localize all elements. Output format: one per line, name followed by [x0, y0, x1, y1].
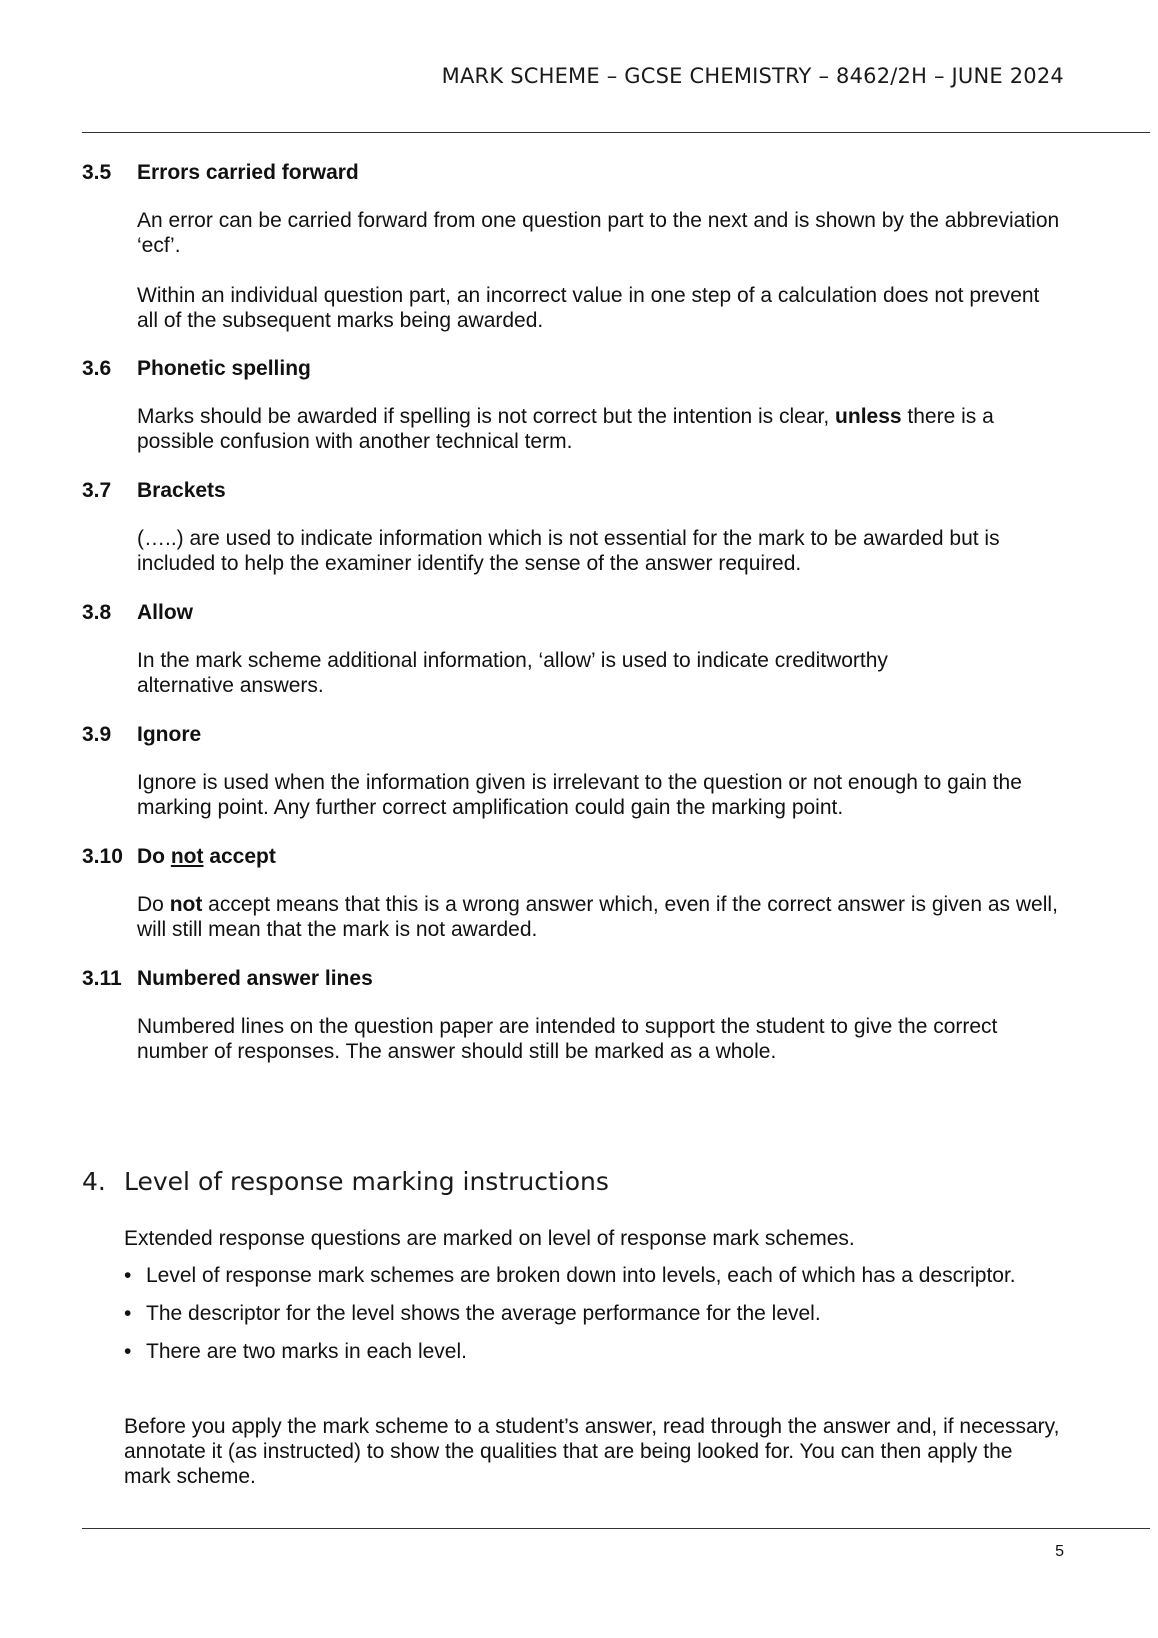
- section-body: [137, 892, 1062, 942]
- section-body: [137, 648, 1062, 698]
- text-run: Marks should be awarded if spelling is not correct but the intention is clear,: [137, 405, 836, 428]
- list-item: • Level of response mark schemes are broken down into levels, each of which has a descriptor.: [124, 1263, 1016, 1288]
- section-3-5: [82, 160, 1062, 333]
- text-run: Do: [137, 893, 170, 916]
- section-title: Level of response marking instructions: [124, 1167, 609, 1196]
- paragraph: Within an individual question part, an incorrect value in one step of a calculation does not prevent all of the subsequent marks being awarded.: [137, 284, 1040, 332]
- paragraph: [137, 404, 1062, 454]
- paragraph: An error can be carried forward from one question part to the next and is shown by the abbreviation ‘ecf’.: [137, 209, 1060, 257]
- section-title: Ignore: [137, 723, 202, 746]
- section-number: 3.6: [82, 357, 112, 380]
- paragraph: Numbered lines on the question paper are intended to support the student to give the correct number of responses. The answer should still be marked as a whole.: [137, 1015, 998, 1063]
- section-number: 3.5: [82, 161, 112, 184]
- section-title: Phonetic spelling: [137, 357, 311, 380]
- section-number: 3.9: [82, 723, 112, 746]
- paragraph: (…..) are used to indicate information which is not essential for the mark to be awarded but is included to help the examiner identify the sense of the answer required.: [137, 527, 1000, 575]
- section-title: Errors carried forward: [137, 161, 359, 184]
- section-heading: [82, 478, 1062, 503]
- section-4-paragraph: Before you apply the mark scheme to a student’s answer, read through the answer and, if necessary, annotate it (as instructed) to show the qualities that are being looked for. You can then apply the mark scheme.: [124, 1415, 1060, 1488]
- section-3-6: [82, 356, 1062, 454]
- section-body: [137, 404, 1062, 454]
- section-heading: [82, 600, 1062, 625]
- section-body: [137, 1014, 1062, 1064]
- section-number: 3.7: [82, 479, 112, 502]
- section-heading: [82, 722, 1062, 747]
- section-number: 4.: [82, 1167, 106, 1196]
- paragraph: Ignore is used when the information given is irrelevant to the question or not enough to gain the marking point. Any further correct amplification could gain the marking point.: [137, 771, 1022, 819]
- section-title: Allow: [137, 601, 193, 624]
- section-4-heading: [82, 1167, 609, 1196]
- text-run: accept means that this is a wrong answer which, even if the correct answer is given as well, will still mean that the mark is not awarded.: [137, 893, 1058, 941]
- section-heading: [82, 356, 1062, 381]
- section-3-11: [82, 966, 1062, 1064]
- section-heading: [82, 844, 1062, 869]
- paragraph: [137, 648, 1062, 698]
- list-item: • There are two marks in each level.: [124, 1339, 1016, 1364]
- section-number: 3.8: [82, 601, 112, 624]
- section-title: accept: [203, 845, 276, 868]
- section-3-9: [82, 722, 1062, 820]
- text-line: alternative answers.: [137, 674, 324, 697]
- footer-rule: [82, 1528, 1150, 1529]
- section-heading: [82, 160, 1062, 185]
- section-4-intro: Extended response questions are marked on level of response mark schemes.: [124, 1227, 855, 1250]
- section-title: Brackets: [137, 479, 226, 502]
- section-number: 3.10: [82, 845, 123, 868]
- section-body: [137, 208, 1062, 333]
- section-3-10: [82, 844, 1062, 942]
- list-item: • The descriptor for the level shows the average performance for the level.: [124, 1301, 1016, 1326]
- text-run: there is a possible confusion with another technical term.: [137, 405, 994, 453]
- page-number: 5: [1055, 1543, 1064, 1560]
- section-number: 3.11: [82, 967, 122, 990]
- emphasis: not: [169, 893, 203, 916]
- section-heading: [82, 966, 1062, 991]
- section-title: Do: [137, 845, 171, 868]
- section-body: [137, 770, 1062, 820]
- section-title-underlined: not: [170, 845, 204, 868]
- text-line: In the mark scheme additional information, ‘allow’ is used to indicate creditworthy: [137, 649, 888, 672]
- header-rule: [82, 132, 1150, 133]
- section-4-bullet-list: [124, 1263, 1016, 1377]
- emphasis: unless: [835, 405, 902, 428]
- section-title: Numbered answer lines: [137, 967, 373, 990]
- paragraph: [137, 892, 1062, 942]
- section-body: [137, 526, 1062, 576]
- section-3-7: [82, 478, 1062, 576]
- page-header-title: MARK SCHEME – GCSE CHEMISTRY – 8462/2H – JUNE 2024: [441, 64, 1064, 88]
- section-3-8: [82, 600, 1062, 698]
